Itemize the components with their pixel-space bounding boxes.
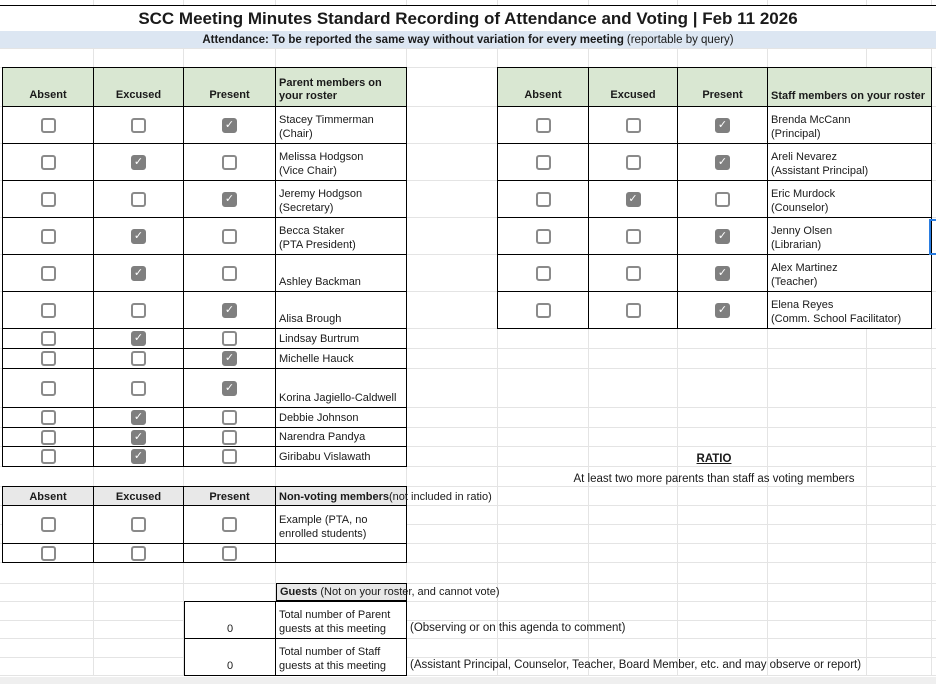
attendance-cell-excused: [94, 506, 184, 544]
attendance-cell-excused: [94, 181, 184, 218]
column-header-excused: Excused: [589, 68, 678, 107]
attendance-cell-excused: [589, 292, 678, 329]
member-role: (Chair): [279, 128, 313, 140]
member-name-cell: [276, 181, 407, 218]
member-name-cell: [276, 506, 407, 544]
attendance-cell-present: [184, 447, 276, 467]
checkbox-absent[interactable]: [536, 118, 551, 133]
member-name: Eric Murdock: [771, 188, 836, 200]
checkbox-present-checked[interactable]: [222, 118, 237, 133]
attendance-cell-absent: [3, 349, 94, 369]
attendance-cell-absent: [3, 447, 94, 467]
attendance-cell-excused: [94, 349, 184, 369]
checkbox-present-checked[interactable]: [715, 118, 730, 133]
attendance-cell-present: [184, 544, 276, 563]
nonvoting-members-table: [2, 486, 492, 563]
attendance-cell-present: [184, 506, 276, 544]
attendance-cell-excused: [94, 107, 184, 144]
member-name: Alex Martinez: [771, 262, 838, 274]
checkbox-present[interactable]: [222, 331, 237, 346]
checkbox-present-checked[interactable]: [715, 303, 730, 318]
checkbox-present-checked[interactable]: [222, 192, 237, 207]
attendance-cell-excused: [589, 218, 678, 255]
column-header-absent: Absent: [3, 487, 94, 506]
checkbox-absent[interactable]: [41, 192, 56, 207]
checkbox-absent[interactable]: [41, 155, 56, 170]
member-name-cell: [276, 544, 407, 563]
checkbox-absent[interactable]: [41, 381, 56, 396]
member-role: (Vice Chair): [279, 165, 337, 177]
member-name: Brenda McCann: [771, 114, 851, 126]
checkbox-absent[interactable]: [41, 303, 56, 318]
checkbox-absent[interactable]: [41, 229, 56, 244]
attendance-cell-absent: [3, 144, 94, 181]
guests-header-normal: (Not on your roster, and cannot vote): [317, 586, 500, 598]
checkbox-excused[interactable]: [131, 303, 146, 318]
member-name: Melissa Hodgson: [279, 151, 364, 163]
checkbox-excused[interactable]: [626, 155, 641, 170]
attendance-cell-absent: [3, 329, 94, 349]
member-name-cell: [276, 144, 407, 181]
checkbox-present[interactable]: [222, 229, 237, 244]
checkbox-excused[interactable]: [131, 517, 146, 532]
attendance-note-bold: Attendance: To be reported the same way without variation for every meeting: [202, 33, 624, 46]
attendance-cell-present: [678, 144, 768, 181]
attendance-cell-excused: [589, 107, 678, 144]
checkbox-excused-checked[interactable]: [131, 229, 146, 244]
selected-cell-indicator[interactable]: [929, 219, 936, 255]
attendance-cell-absent: [3, 544, 94, 563]
gridline: [0, 675, 936, 676]
member-name-cell: [276, 107, 407, 144]
attendance-cell-absent: [498, 218, 589, 255]
member-name: Giribabu Vislawath: [279, 451, 371, 463]
attendance-cell-absent: [3, 408, 94, 428]
checkbox-absent[interactable]: [41, 331, 56, 346]
attendance-cell-excused: [94, 255, 184, 292]
attendance-cell-excused: [94, 329, 184, 349]
staff-guest-note: (Assistant Principal, Counselor, Teacher, Board Member, etc. and may observe or report): [410, 659, 862, 671]
member-name-cell: [276, 292, 407, 329]
ratio-heading: RATIO: [696, 453, 732, 465]
parent-guest-count[interactable]: 0: [185, 602, 276, 639]
checkbox-absent[interactable]: [536, 192, 551, 207]
member-name: Jenny Olsen: [771, 225, 833, 237]
attendance-cell-absent: [3, 107, 94, 144]
attendance-cell-excused: [94, 428, 184, 447]
attendance-cell-present: [184, 107, 276, 144]
checkbox-present-checked[interactable]: [222, 381, 237, 396]
checkbox-present[interactable]: [222, 266, 237, 281]
attendance-cell-present: [184, 369, 276, 408]
checkbox-absent[interactable]: [536, 303, 551, 318]
nonvoting-header-bold: Non-voting members: [279, 491, 390, 503]
checkbox-present-checked[interactable]: [222, 303, 237, 318]
checkbox-present[interactable]: [715, 192, 730, 207]
member-name: Lindsay Burtrum: [279, 333, 360, 345]
attendance-cell-present: [678, 255, 768, 292]
attendance-cell-present: [184, 408, 276, 428]
member-name-cell: [768, 107, 932, 144]
checkbox-present[interactable]: [222, 410, 237, 425]
member-role: (Counselor): [771, 202, 829, 214]
member-name-cell: [276, 218, 407, 255]
checkbox-present[interactable]: [222, 517, 237, 532]
member-name-cell: [276, 447, 407, 467]
checkbox-absent[interactable]: [41, 118, 56, 133]
checkbox-excused-checked[interactable]: [131, 410, 146, 425]
member-name: Alisa Brough: [279, 313, 342, 325]
member-name: Narendra Pandya: [279, 431, 366, 443]
attendance-cell-absent: [498, 144, 589, 181]
attendance-cell-excused: [589, 255, 678, 292]
checkbox-present-checked[interactable]: [715, 266, 730, 281]
nonvoting-header-normal: (not included in ratio): [389, 491, 492, 503]
checkbox-excused[interactable]: [131, 546, 146, 561]
attendance-cell-present: [184, 255, 276, 292]
parent-roster-header: Parent members on your roster: [276, 68, 407, 107]
attendance-cell-present: [184, 218, 276, 255]
attendance-cell-excused: [94, 218, 184, 255]
gridline: [0, 583, 936, 584]
member-name: Ashley Backman: [279, 276, 361, 288]
checkbox-absent[interactable]: [41, 351, 56, 366]
parent-members-table: [2, 67, 407, 467]
checkbox-absent[interactable]: [536, 155, 551, 170]
column-header-excused: Excused: [94, 487, 184, 506]
member-name: Becca Staker: [279, 225, 345, 237]
checkbox-present[interactable]: [222, 430, 237, 445]
member-name: Stacey Timmerman: [279, 114, 374, 126]
attendance-cell-excused: [94, 369, 184, 408]
checkbox-present-checked[interactable]: [222, 351, 237, 366]
attendance-cell-present: [184, 329, 276, 349]
member-name-cell: [276, 408, 407, 428]
member-role: (Librarian): [771, 239, 822, 251]
staff-guest-count[interactable]: 0: [185, 639, 276, 676]
attendance-cell-absent: [3, 181, 94, 218]
attendance-cell-present: [184, 181, 276, 218]
attendance-cell-excused: [94, 447, 184, 467]
member-role: (Assistant Principal): [771, 165, 869, 177]
attendance-note-bar: [0, 31, 936, 48]
member-name-cell: [768, 218, 932, 255]
checkbox-excused[interactable]: [131, 351, 146, 366]
attendance-cell-excused: [589, 181, 678, 218]
parent-guest-note: (Observing or on this agenda to comment): [410, 622, 626, 634]
member-name-cell: [276, 369, 407, 408]
attendance-cell-absent: [498, 292, 589, 329]
checkbox-excused[interactable]: [626, 118, 641, 133]
attendance-cell-present: [184, 292, 276, 329]
checkbox-absent[interactable]: [41, 449, 56, 464]
checkbox-absent[interactable]: [536, 266, 551, 281]
member-name-cell: [276, 255, 407, 292]
page-title: [0, 5, 936, 31]
member-name-cell: [768, 144, 932, 181]
checkbox-excused-checked[interactable]: [131, 331, 146, 346]
checkbox-present-checked[interactable]: [715, 229, 730, 244]
attendance-cell-present: [678, 218, 768, 255]
column-header-present: Present: [184, 487, 276, 506]
attendance-cell-present: [184, 144, 276, 181]
member-name-cell: [276, 349, 407, 369]
member-role: (Comm. School Facilitator): [771, 313, 902, 325]
member-role: (Principal): [771, 128, 821, 140]
member-role: (Teacher): [771, 276, 818, 288]
attendance-cell-excused: [94, 544, 184, 563]
checkbox-excused-checked[interactable]: [131, 449, 146, 464]
attendance-note-normal: (reportable by query): [626, 33, 734, 46]
gridline: [0, 48, 936, 49]
attendance-cell-excused: [94, 408, 184, 428]
checkbox-absent[interactable]: [41, 410, 56, 425]
checkbox-present[interactable]: [222, 449, 237, 464]
member-name-cell: [768, 255, 932, 292]
member-name: Michelle Hauck: [279, 353, 354, 365]
member-name-cell: [276, 329, 407, 349]
member-name: Jeremy Hodgson: [279, 188, 363, 200]
member-role: (PTA President): [279, 239, 356, 251]
checkbox-absent[interactable]: [41, 430, 56, 445]
member-name: Elena Reyes: [771, 299, 834, 311]
checkbox-present[interactable]: [222, 155, 237, 170]
checkbox-excused-checked[interactable]: [131, 266, 146, 281]
attendance-cell-excused: [94, 292, 184, 329]
attendance-cell-absent: [498, 107, 589, 144]
parent-guest-label: Total number of Parent guests at this meeting: [276, 602, 407, 639]
attendance-cell-absent: [3, 292, 94, 329]
checkbox-absent[interactable]: [536, 229, 551, 244]
attendance-cell-present: [678, 107, 768, 144]
member-role: (Secretary): [279, 202, 334, 214]
guests-header-bold: Guests: [280, 586, 318, 598]
checkbox-absent[interactable]: [41, 517, 56, 532]
staff-guest-label: Total number of Staff guests at this meeting: [276, 639, 407, 676]
attendance-cell-absent: [498, 255, 589, 292]
member-name: Example (PTA, no enrolled students): [279, 514, 368, 540]
attendance-cell-present: [184, 349, 276, 369]
checkbox-excused-checked[interactable]: [626, 192, 641, 207]
checkbox-present-checked[interactable]: [715, 155, 730, 170]
ratio-note: At least two more parents than staff as voting members: [573, 473, 855, 485]
checkbox-excused-checked[interactable]: [131, 155, 146, 170]
checkbox-excused[interactable]: [131, 381, 146, 396]
attendance-cell-present: [678, 292, 768, 329]
attendance-cell-absent: [3, 506, 94, 544]
checkbox-present[interactable]: [222, 546, 237, 561]
checkbox-excused[interactable]: [626, 229, 641, 244]
member-name-cell: [276, 428, 407, 447]
member-name: Debbie Johnson: [279, 412, 359, 424]
attendance-cell-excused: [589, 144, 678, 181]
guest-totals-table: [184, 601, 407, 676]
checkbox-excused[interactable]: [131, 118, 146, 133]
column-header-absent: Absent: [498, 68, 589, 107]
staff-roster-header: Staff members on your roster: [768, 68, 932, 107]
nonvoting-header: [276, 487, 492, 506]
guests-header: [276, 583, 500, 601]
checkbox-absent[interactable]: [41, 266, 56, 281]
attendance-cell-excused: [94, 144, 184, 181]
column-header-absent: Absent: [3, 68, 94, 107]
attendance-cell-absent: [3, 255, 94, 292]
attendance-cell-absent: [3, 428, 94, 447]
attendance-cell-absent: [3, 218, 94, 255]
page-title-text: SCC Meeting Minutes Standard Recording of Attendance and Voting | Feb 11 2026: [138, 8, 798, 28]
checkbox-excused[interactable]: [626, 303, 641, 318]
column-header-present: Present: [184, 68, 276, 107]
member-name: Areli Nevarez: [771, 151, 838, 163]
member-name-cell: [768, 181, 932, 218]
member-name: Korina Jagiello-Caldwell: [279, 392, 397, 404]
checkbox-excused[interactable]: [131, 192, 146, 207]
attendance-cell-absent: [3, 369, 94, 408]
attendance-cell-present: [678, 181, 768, 218]
member-name-cell: [768, 292, 932, 329]
column-header-present: Present: [678, 68, 768, 107]
attendance-cell-absent: [498, 181, 589, 218]
checkbox-excused-checked[interactable]: [131, 430, 146, 445]
bottom-strip: [0, 677, 936, 684]
column-header-excused: Excused: [94, 68, 184, 107]
checkbox-excused[interactable]: [626, 266, 641, 281]
checkbox-absent[interactable]: [41, 546, 56, 561]
staff-members-table: [497, 67, 932, 329]
attendance-cell-present: [184, 428, 276, 447]
